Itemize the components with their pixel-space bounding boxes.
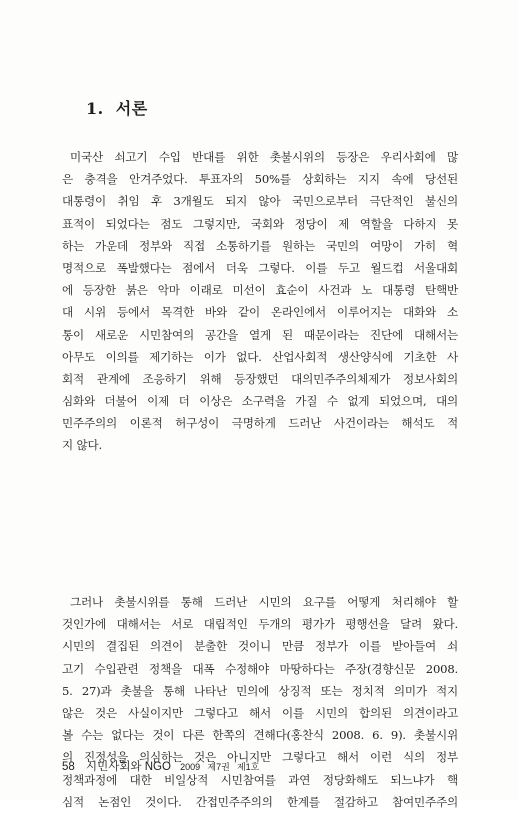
text-line: 미국산 쇠고기 수입 반대를 위한 촛불시위의 등장은 우리사회에 많 [70,150,458,164]
text-line: 볼 수는 없다는 것이 다른 한쪽의 견해다(홍찬식 2008. 6. 9). 촛불시위 [62,728,458,743]
text-line: 의 진정성을 의심하는 것은 아니지만 그렇다고 해서 이런 식의 정부 [62,750,458,765]
text-line: 표적이 되었다는 점도 그렇지만, 국회와 정당이 제 역할을 다하지 못 [62,216,458,231]
text-line: 그러나 촛불시위를 통해 드러난 시민의 요구를 어떻게 처리해야 할 [70,595,458,609]
section-heading [86,96,148,119]
text-line: 대통령이 취임 후 3개월도 되지 않아 국민으로부터 극단적인 불신의 [62,194,458,209]
journal-issue: 제1호 [236,762,260,772]
body-paragraph-2 [62,591,458,813]
text-line: 에 등장한 붉은 악마 이래로 미선이 효순이 사건과 노 대통령 탄핵반 [62,283,458,298]
publication-year: 2009 [180,762,201,772]
text-line: 은 충격을 안겨주었다. 투표자의 50%를 상회하는 지지 속에 당선된 [62,172,458,187]
text-line: 정책과정에 대한 비일상적 시민참여를 과연 정당화해도 되느냐가 핵 [62,772,458,787]
text-line: 아무도 이의를 제기하는 이가 없다. 산업사회적 생산양식에 기초한 사 [62,349,458,364]
text-line: 심화와 더불어 이제 더 이상은 소구력을 가질 수 없게 되었으며, 대의 [62,394,458,409]
text-line: 5. 27)과 촛불을 통해 나타난 민의에 상징적 또는 정치적 의미가 적지 [62,683,458,698]
page-number: 58 [62,761,75,773]
section-number: 1. [86,99,104,118]
text-line: 회적 관계에 조응하기 위해 등장했던 대의민주주의체제가 정보사회의 [62,371,458,386]
section-title: 서론 [115,99,148,118]
text-line: 고기 수입관련 정책을 대폭 수정해야 마땅하다는 주장(경향신문 2008. [62,661,458,676]
text-line: 것인가에 대해서는 서로 대립적인 두개의 평가가 평행선을 달려 왔다. [62,617,458,632]
journal-title: 시민사회와 NGO [86,761,171,773]
body-paragraph-1 [62,146,458,457]
journal-volume: 제7권 [207,762,230,772]
page-footer [62,758,259,774]
text-line: 않은 것은 사실이지만 그렇다고 해서 이를 시민의 합의된 의견이라고 [62,705,458,720]
text-line: 통이 새로운 시민참여의 공간을 열게 된 때문이라는 진단에 대해서는 [62,327,458,342]
text-line: 대 시위 등에서 목격한 바와 같이 온라인에서 이루어지는 대화와 소 [62,305,458,320]
text-line: 민주주의의 이론적 허구성이 극명하게 드러난 사건이라는 해석도 적 [62,416,458,431]
text-line: 지 않다. [62,438,102,453]
text-line: 심적 논점인 것이다. 간접민주주의의 한계를 절감하고 참여민주주의 [62,794,458,809]
text-line: 시민의 결집된 의견이 분출한 것이니 만큼 정부가 이를 받아들여 쇠 [62,639,458,654]
text-line: 명적으로 폭발했다는 점에서 더욱 그렇다. 이를 두고 월드컵 서울대회 [62,260,458,275]
text-line: 하는 가운데 정부와 직접 소통하기를 원하는 국민의 여망이 가히 혁 [62,238,458,253]
